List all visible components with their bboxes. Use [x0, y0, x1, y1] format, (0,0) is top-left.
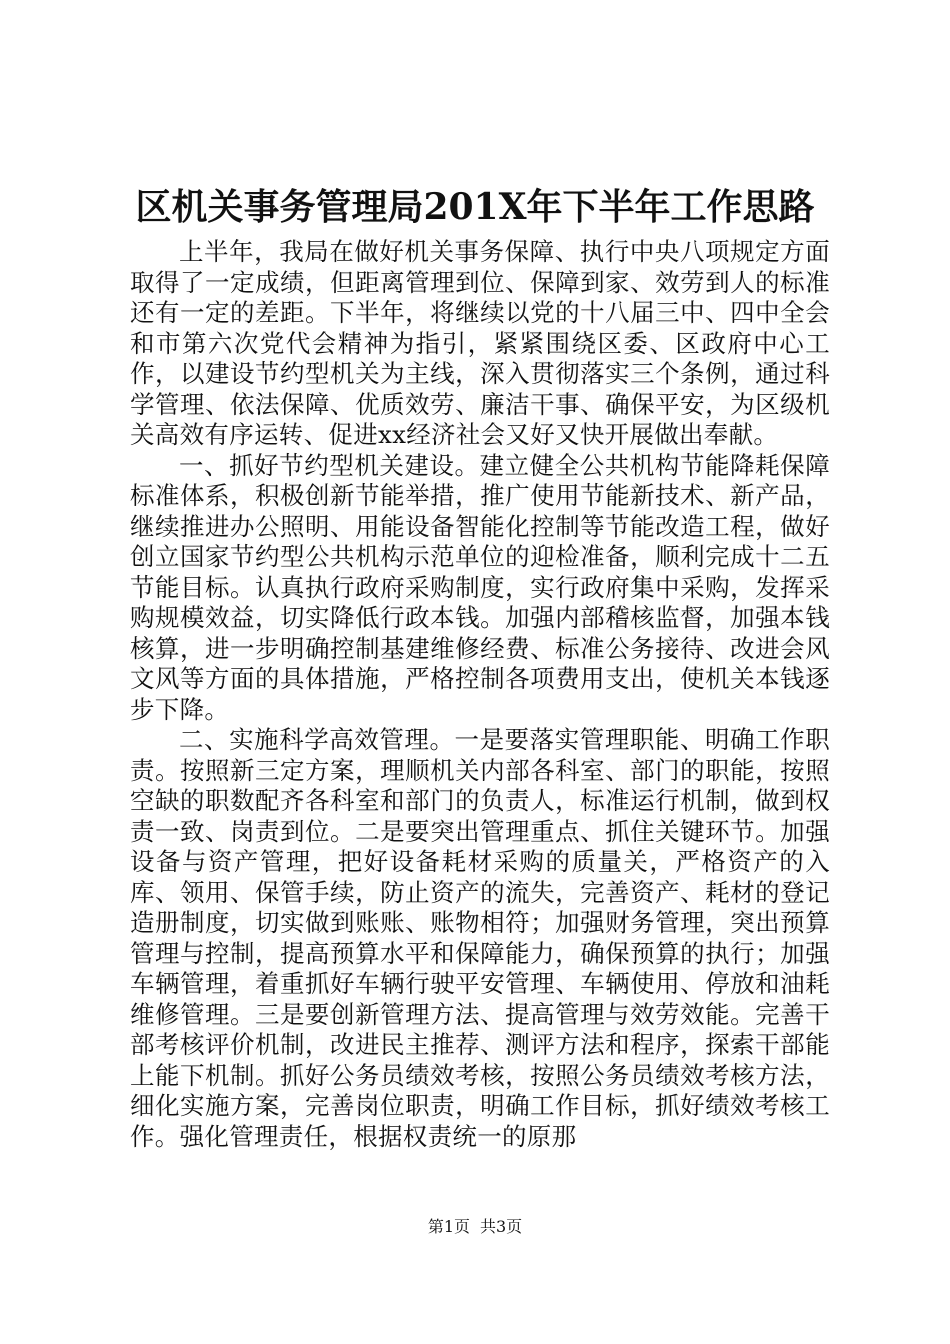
- paragraph-section-1: 一、抓好节约型机关建设。建立健全公共机构节能降耗保障标准体系，积极创新节能举措，推广使用节能新技术、新产品，继续推进办公照明、用能设备智能化控制等节能改造工程，做好创立国家节约型公共机构示范单位的迎检准备，顺利完成十二五节能目标。认真执行政府采购制度，实行政府集中采购，发挥采购规模效益，切实降低行政本钱。加强内部稽核监督，加强本钱核算，进一步明确控制基建维修经费、标准公务接待、改进会风文风等方面的具体措施，严格控制各项费用支出，使机关本钱逐步下降。: [130, 450, 830, 724]
- page-footer: [0, 1217, 950, 1237]
- paragraph-intro: 上半年，我局在做好机关事务保障、执行中央八项规定方面取得了一定成绩，但距离管理到位、保障到家、效劳到人的标准还有一定的差距。下半年，将继续以党的十八届三中、四中全会和市第六次党代会精神为指引，紧紧围绕区委、区政府中心工作，以建设节约型机关为主线，深入贯彻落实三个条例，通过科学管理、依法保障、优质效劳、廉洁干事、确保平安，为区级机关高效有序运转、促进xx经济社会又好又快开展做出奉献。: [130, 237, 830, 449]
- paragraph-section-2: 二、实施科学高效管理。一是要落实管理职能、明确工作职责。按照新三定方案，理顺机关内部各科室、部门的职能，按照空缺的职数配齐各科室和部门的负责人，标准运行机制，做到权责一致、岗责到位。二是要突出管理重点、抓住关键环节。加强设备与资产管理，把好设备耗材采购的质量关，严格资产的入库、领用、保管手续，防止资产的流失，完善资产、耗材的登记造册制度，切实做到账账、账物相符；加强财务管理，突出预算管理与控制，提高预算水平和保障能力，确保预算的执行；加强车辆管理，着重抓好车辆行驶平安管理、车辆使用、停放和油耗维修管理。三是要创新管理方法、提高管理与效劳效能。完善干部考核评价机制，改进民主推荐、测评方法和程序，探索干部能上能下机制。抓好公务员绩效考核，按照公务员绩效考核方法，细化实施方案，完善岗位职责，明确工作目标，抓好绩效考核工作。强化管理责任，根据权责统一的原那: [130, 725, 830, 1151]
- document-body: [130, 237, 830, 1152]
- document-title: 区机关事务管理局201X年下半年工作思路: [135, 186, 815, 228]
- page-total: 共3页: [480, 1217, 523, 1236]
- page-number: 第1页: [427, 1217, 470, 1236]
